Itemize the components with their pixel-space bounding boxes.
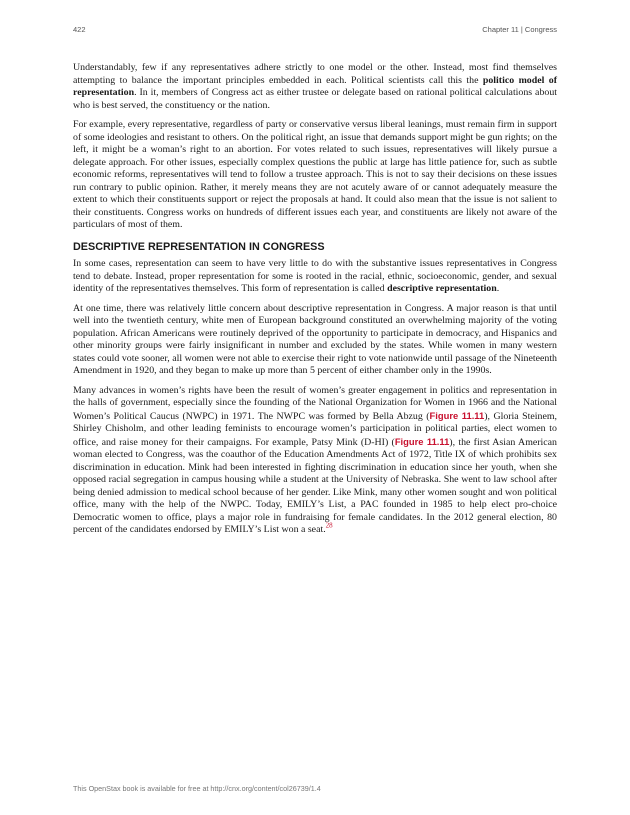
page-footer: This OpenStax book is available for free at http://cnx.org/content/col26739/1.4 <box>73 784 321 793</box>
section-heading: DESCRIPTIVE REPRESENTATION IN CONGRESS <box>73 240 325 253</box>
paragraph-politico <box>73 62 557 112</box>
key-term: politico model of representation <box>73 74 557 98</box>
paragraph-text: . In it, members of Congress act as either trustee or delegate based on rational political calculations about who is best served, the constituency or the nation. <box>73 87 557 111</box>
paragraph-text: Many advances in women’s rights have been the result of women’s greater engagement in politics and representation in the halls of government, especially since the founding of the National Organization for Women in 1966 and the National Women’s Political Caucus (NWPC) in 1971. The NWPC was formed by Bella Abzug ( <box>73 384 557 422</box>
footnote-link[interactable]: 28 <box>325 521 333 530</box>
paragraph-history: At one time, there was relatively little concern about descriptive representation in Congress. A major reason is that until well into the twentieth century, white men of European background constituted an overwhelming majority of the voting population. African Americans were routinely deprived of the opportunity to participate in democracy, and Hispanics and other minority groups were fairly insignificant in number and excluded by the states. While women in many western states could vote sooner, all women were not able to exercise their right to vote nationwide until passage of the Nineteenth Amendment in 1920, and they began to make up more than 5 percent of either chamber only in the 1990s. <box>73 302 557 376</box>
paragraph-descriptive <box>73 258 557 296</box>
paragraph-text: In some cases, representation can seem to have very little to do with the substantive issues representatives in Congress tend to debate. Instead, proper representation for some is rooted in the racial, ethnic, socioeconomic, gender, and sexual identity of the representatives themselves. This form of representation is called <box>73 258 557 294</box>
page-number: 422 <box>73 25 86 34</box>
paragraph-text: . <box>496 283 500 294</box>
chapter-title: Chapter 11 | Congress <box>482 25 557 34</box>
paragraph-text: Understandably, few if any representatives adhere strictly to one model or the other. Instead, most find themselves attempting to balance the important principles embedded in each. Political scientists call this the <box>73 62 557 86</box>
page-header <box>73 25 557 37</box>
paragraph-text: ), the first Asian American woman elected to Congress, was the coauthor of the Education Amendments Act of 1972, Title IX of which prohibits sex discrimination in education. Mink had been interested in fighting discrimination in education since her youth, when she opposed racial segregation in campus housing while a student at the University of Nebraska. She went to law school after being denied admission to medical school because of her gender. Like Mink, many other women sought and won political office, many with the help of the NWPC. Today, EMILY’s List, a PAC founded in 1985 to help elect pro-choice Democratic women to office, plays a major role in fundraising for female candidates. In the 2012 general election, 80 percent of the candidates endorsed by EMILY’s List won a seat. <box>73 436 557 535</box>
paragraph-womens-rights <box>73 385 557 537</box>
paragraph-text: ), Gloria Steinem, Shirley Chisholm, and other leading feminists to encourage women’s participation in political parties, elect women to office, and raise money for their campaigns. For example, Patsy Mink (D-HI) ( <box>73 410 557 448</box>
paragraph-example: For example, every representative, regardless of party or conservative versus liberal leanings, must remain firm in support of some ideologies and resistant to others. On the political right, an issue that demands support might be gun rights; on the left, it might be a woman’s right to an abortion. For votes related to such issues, representatives will likely pursue a delegate approach. For other issues, especially complex questions the public at large has little patience for, such as subtle economic reforms, representatives will tend to follow a trustee approach. This is not to say their decisions on these issues run contrary to public opinion. Rather, it merely means they are not acutely aware of or cannot adequately measure the extent to which their constituents support or reject the proposals at hand. It could also mean that the issue is not salient to their constituents. Congress works on hundreds of different issues each year, and constituents are likely not aware of the particulars of most of them. <box>73 119 557 230</box>
key-term: descriptive representation <box>387 283 497 294</box>
body-text <box>73 62 557 544</box>
figure-link[interactable]: Figure 11.11 <box>429 409 485 421</box>
figure-link[interactable]: Figure 11.11 <box>394 435 450 447</box>
